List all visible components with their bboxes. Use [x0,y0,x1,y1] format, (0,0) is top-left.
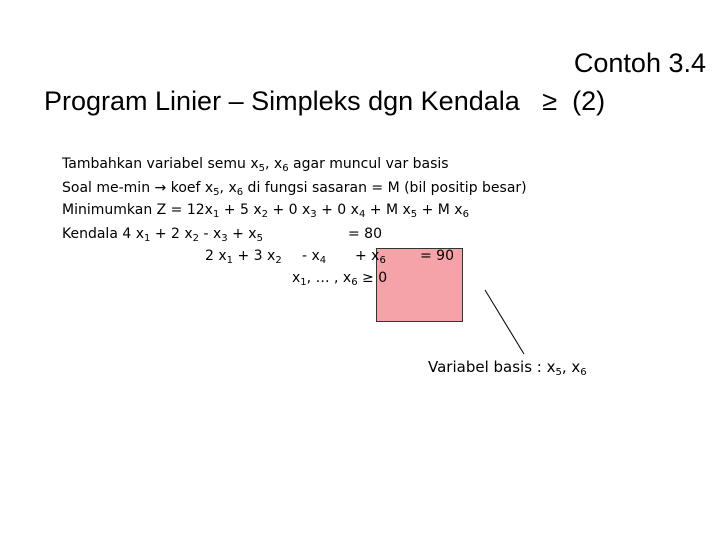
subtitle-number: (2) [572,86,606,116]
ge-symbol: ≥ [542,86,558,116]
line-minimization-note: Soal me-min → koef $x_5$, $x_6$ di fungsi sasaran = M (bil positip besar) [62,180,527,198]
subtitle-text: Program Linier – Simpleks dgn Kendala [44,86,520,116]
basis-variables-caption: Variabel basis : $x_5$, $x_6$ [428,358,587,378]
line-constraint-2: 2 $x_1 + 3$ $x_2$ [205,248,282,266]
constraint-2-x6: + $x_6$ [355,248,386,266]
slide-title: Contoh 3.4 [573,48,706,78]
line-add-artificial: Tambahkan variabel semu $x_5$, $x_6$ agar muncul var basis [62,156,449,174]
constraint-2-x4: - $x_4$ [302,248,327,266]
rhs-constraint-1: = 80 [348,226,382,242]
line-objective: Minimumkan $Z = 12x_1 + 5$ $x_2 + 0$ $x_3 + 0$ $x_4 + M$ $x_5 + M$ $x_6$ [62,202,469,220]
rhs-constraint-2: = 90 [420,248,454,264]
line-constraint-1: Kendala 4 $x_1 + 2$ $x_2 - x_3 + x_5$ [62,226,263,244]
arrow-icon: → [154,180,167,196]
line-nonnegativity: $x_1$, … , $x_6 \ge 0$ [292,270,388,288]
